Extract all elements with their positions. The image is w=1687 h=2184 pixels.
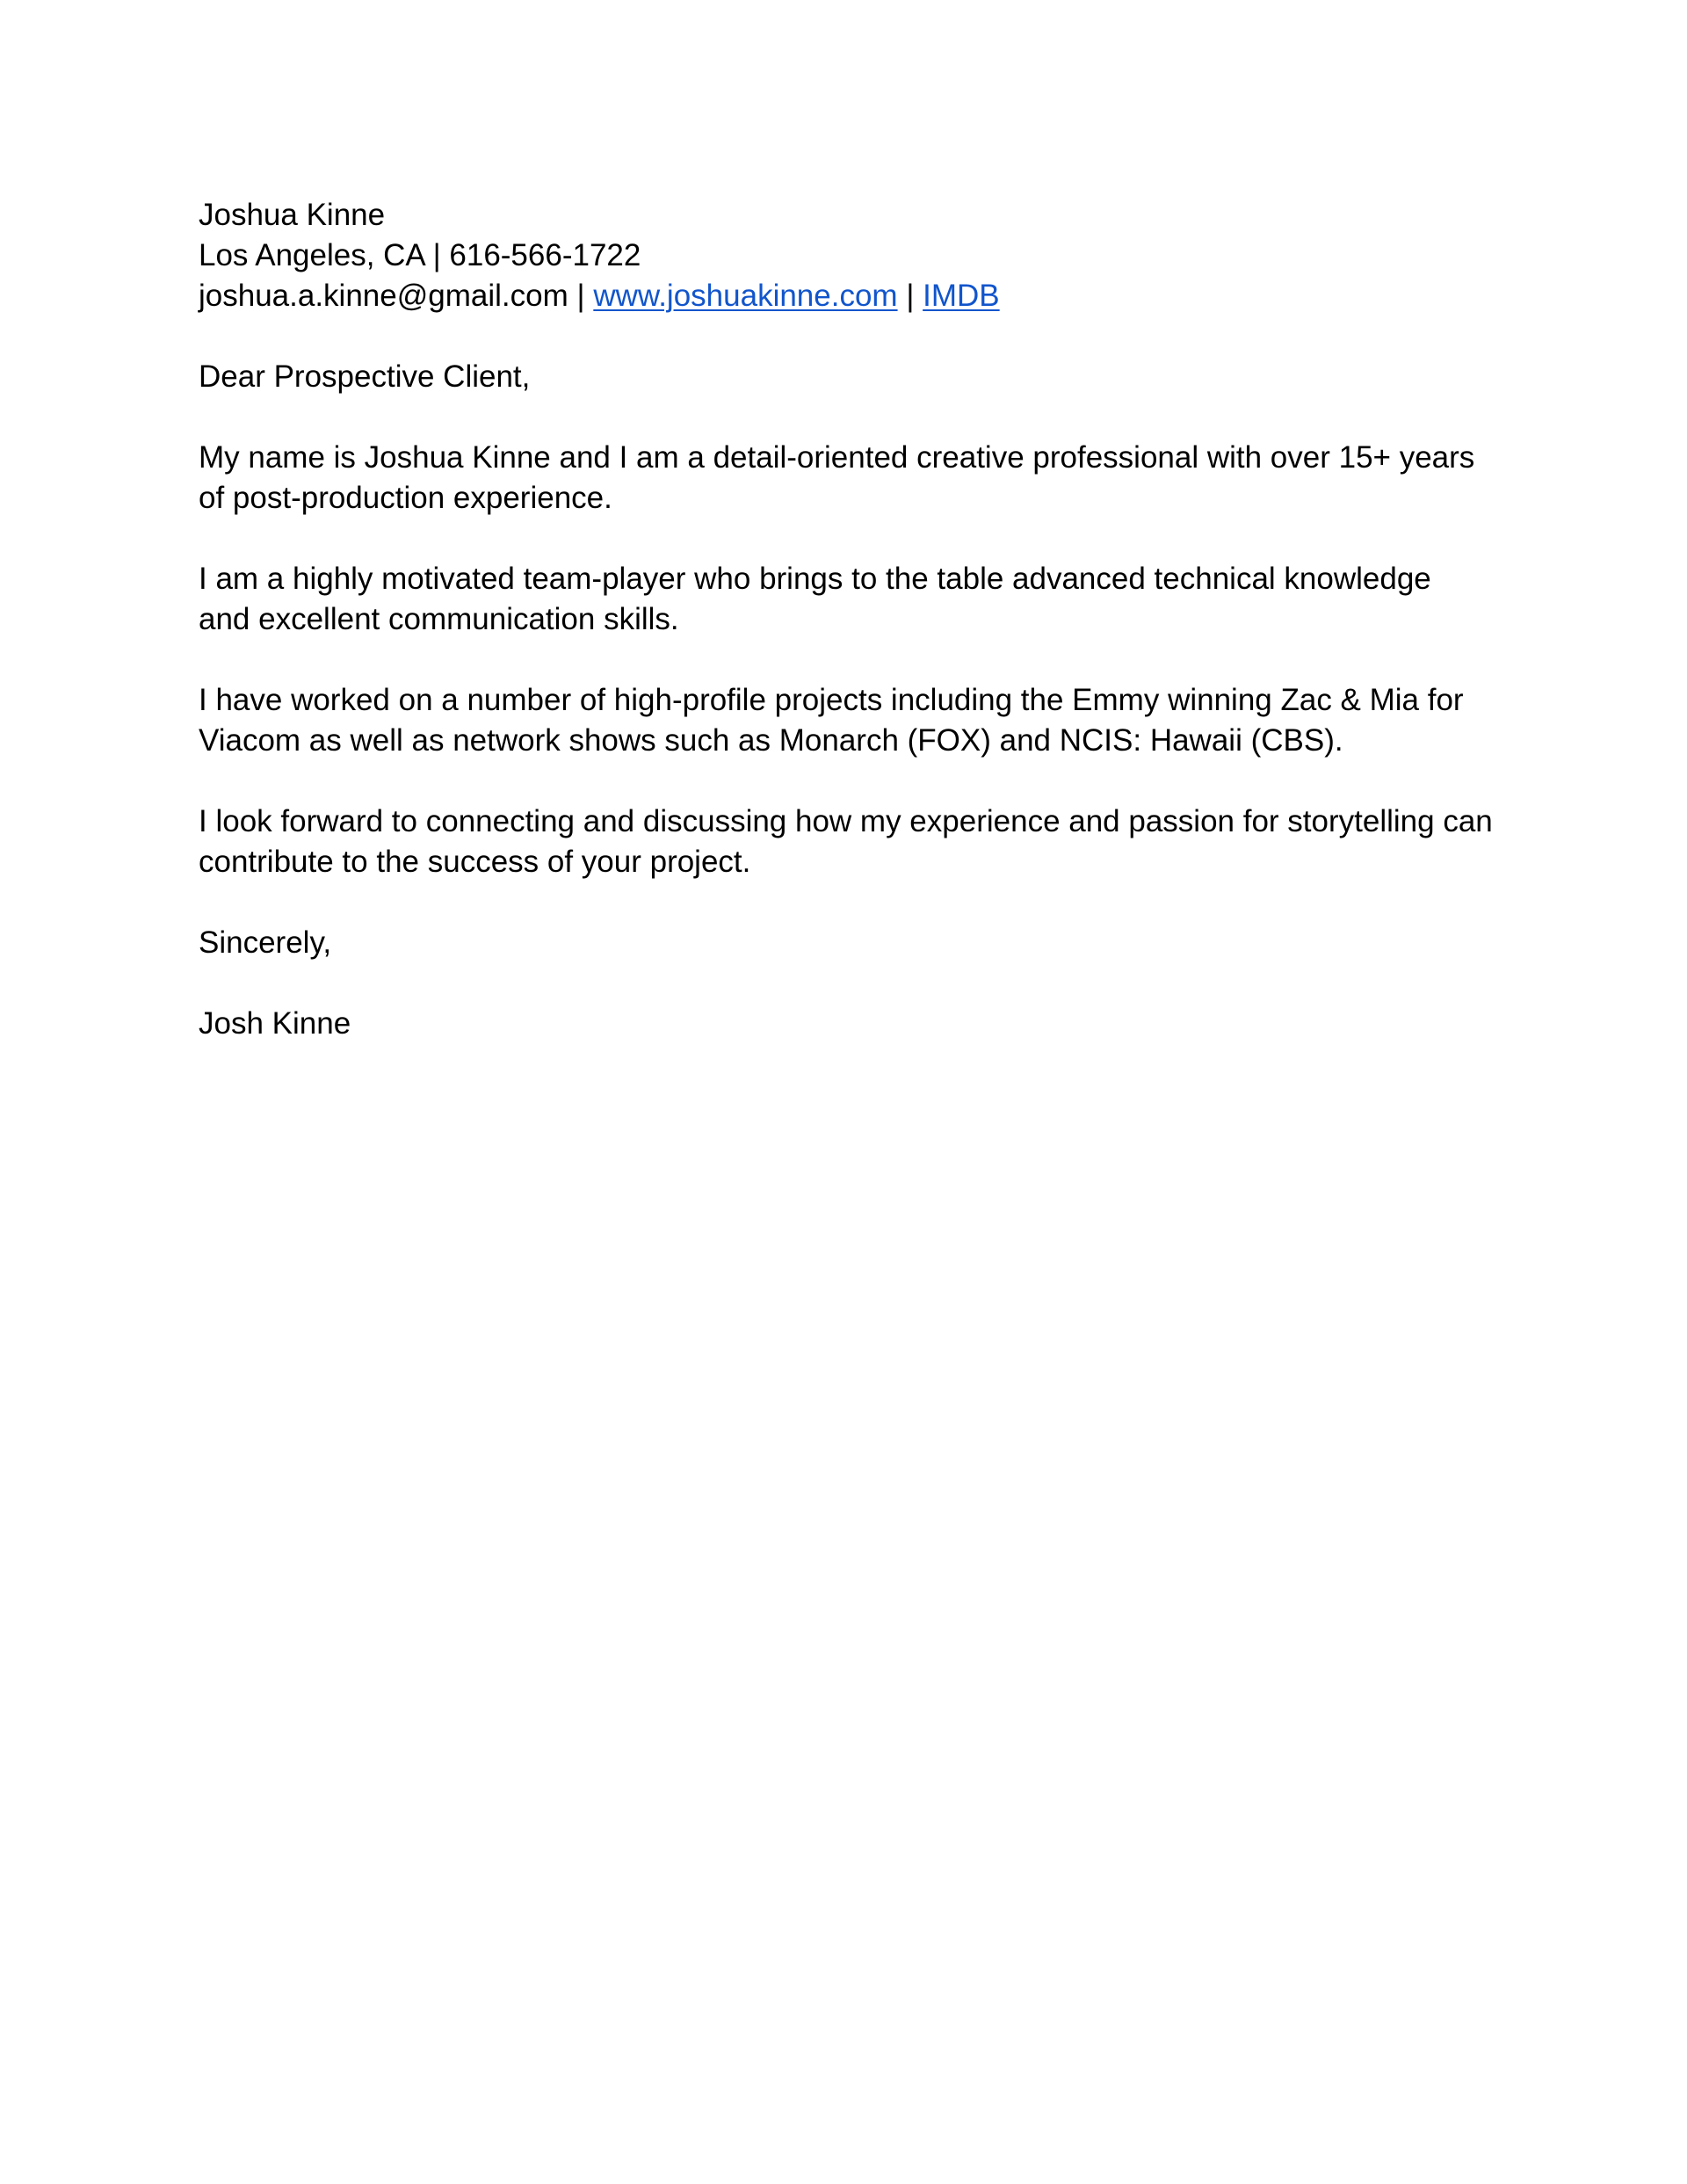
sender-location-phone: Los Angeles, CA | 616-566-1722 (199, 238, 641, 272)
paragraph-line: of post-production experience. (199, 481, 612, 515)
imdb-link[interactable]: IMDB (923, 279, 1000, 313)
salutation-text: Dear Prospective Client, (199, 359, 531, 394)
website-link[interactable]: www.joshuakinne.com (593, 279, 898, 313)
contact-header (199, 195, 1517, 316)
signoff-text: Sincerely, (199, 925, 332, 960)
sender-name: Joshua Kinne (199, 198, 386, 232)
signoff (199, 923, 1517, 963)
paragraph-line: I have worked on a number of high-profile projects including the Emmy winning Zac & Mia for (199, 683, 1464, 717)
paragraph-skills (199, 559, 1517, 640)
paragraph-intro (199, 438, 1517, 519)
paragraph-line: My name is Joshua Kinne and I am a detail-oriented creative professional with over 15+ years (199, 440, 1475, 475)
separator: | (906, 279, 915, 313)
paragraph-line: I look forward to connecting and discussing how my experience and passion for storytelling can (199, 804, 1493, 838)
separator: | (576, 279, 585, 313)
cover-letter (199, 195, 1517, 1044)
sender-contact-line (199, 276, 1517, 316)
paragraph-line: Viacom as well as network shows such as Monarch (FOX) and NCIS: Hawaii (CBS). (199, 723, 1343, 758)
signature (199, 1004, 1517, 1044)
sender-email: joshua.a.kinne@gmail.com (199, 279, 568, 313)
paragraph-line: and excellent communication skills. (199, 602, 679, 636)
paragraph-line: I am a highly motivated team-player who brings to the table advanced technical knowledge (199, 562, 1431, 596)
paragraph-line: contribute to the success of your project. (199, 845, 751, 879)
paragraph-closing (199, 802, 1517, 882)
signature-text: Josh Kinne (199, 1006, 351, 1041)
paragraph-projects (199, 680, 1517, 761)
salutation (199, 357, 1517, 397)
